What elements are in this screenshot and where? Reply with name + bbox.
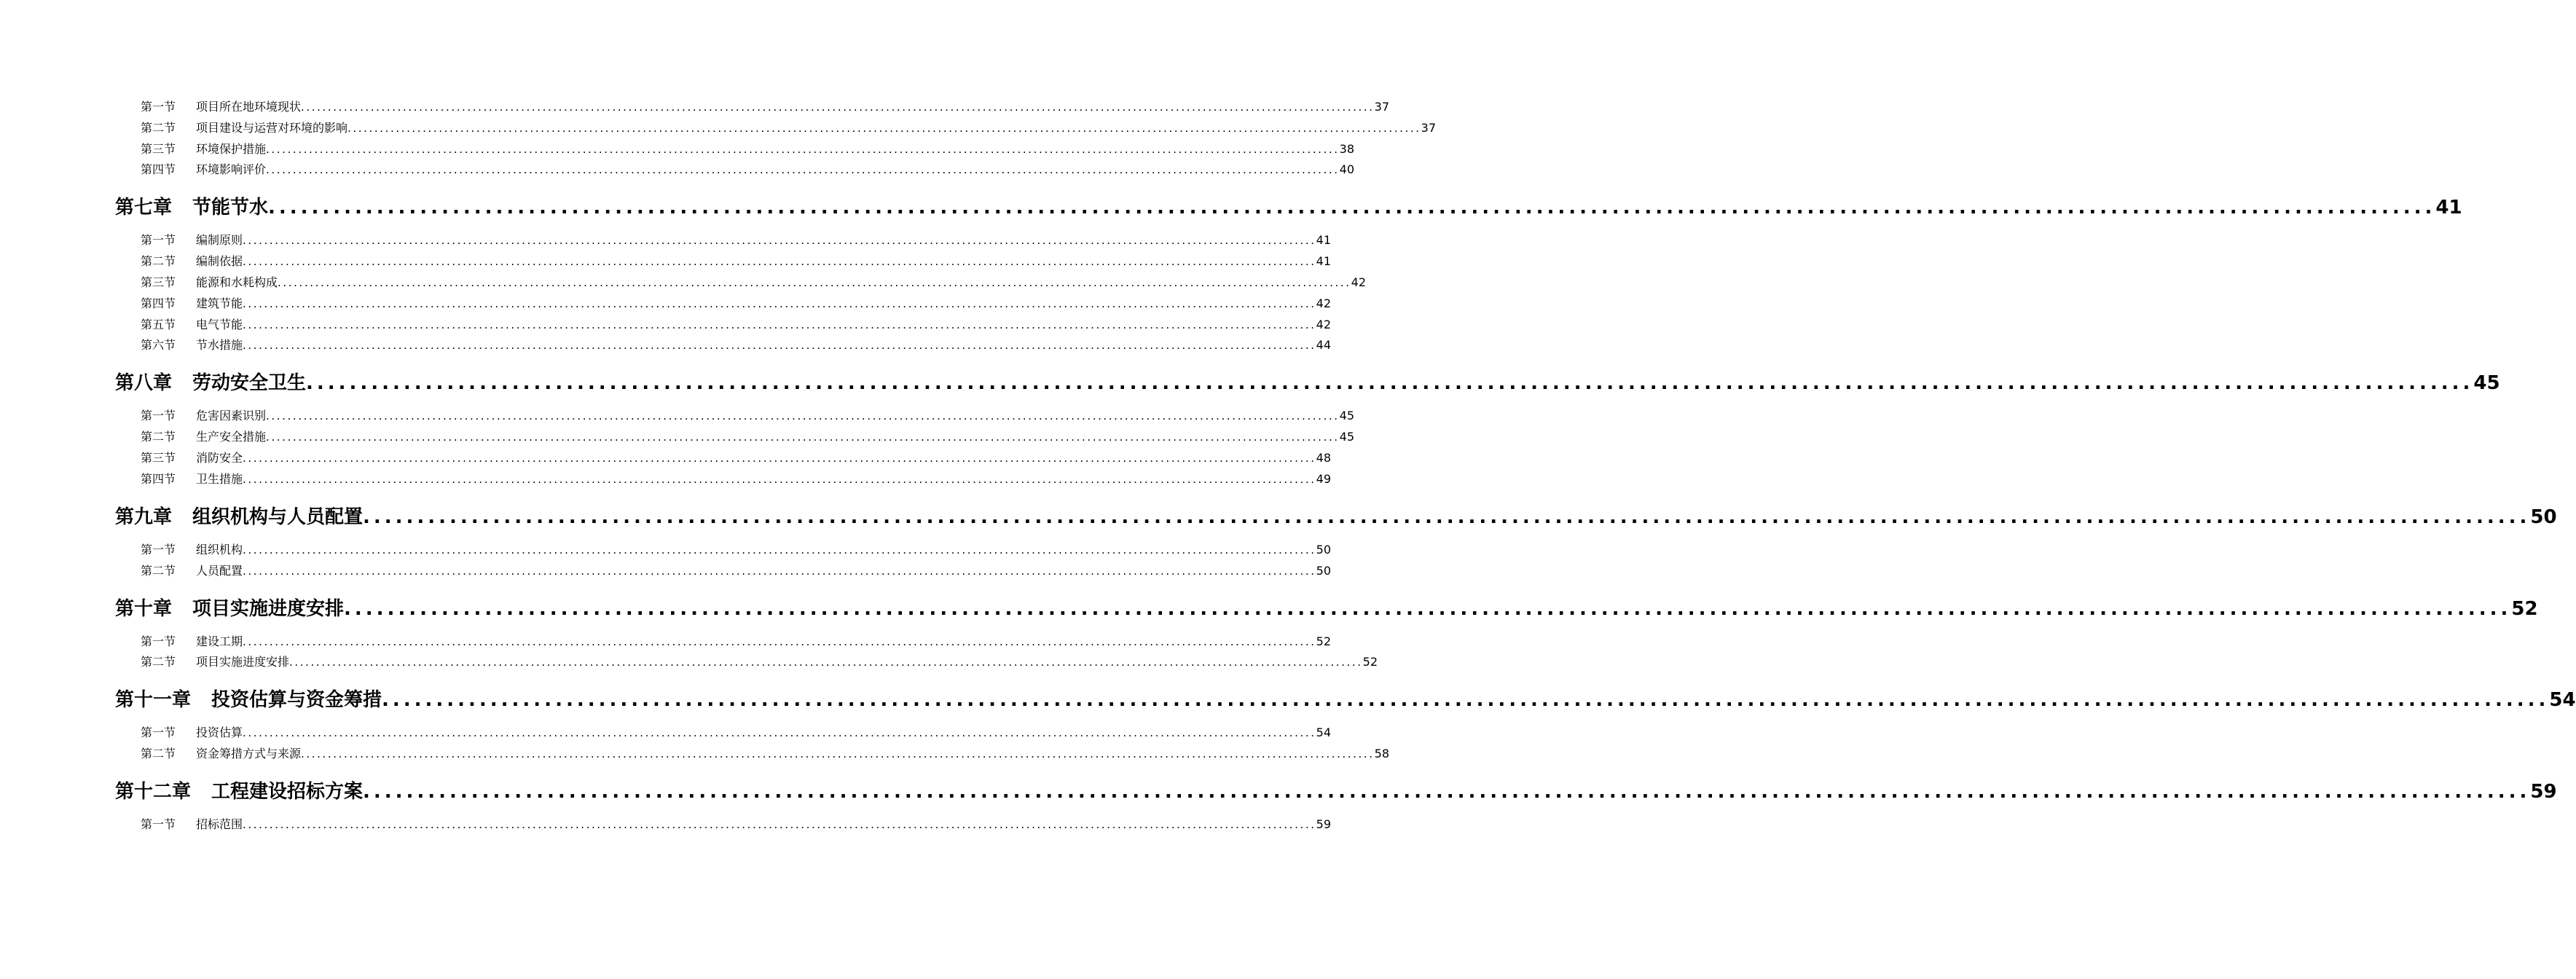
- toc-section-entry[interactable]: [141, 406, 1354, 423]
- toc-entry-number: 第四节: [141, 471, 176, 486]
- toc-dot-leader: ........................................................................................................................................................................................................: [347, 121, 1421, 135]
- toc-dot-leader: ........................................................................................................................................................................................................: [243, 634, 1316, 648]
- toc-entry-title: 组织机构: [196, 542, 243, 557]
- toc-entry-number: 第一节: [141, 634, 176, 648]
- toc-entry-title: 人员配置: [196, 563, 243, 578]
- toc-entry-title: 环境影响评价: [196, 162, 267, 177]
- toc-dot-leader: ........................................................................................................................................................................................................: [268, 197, 2436, 219]
- toc-entry-number: 第十一章: [115, 689, 192, 712]
- toc-dot-leader: ........................................................................................................................................................................................................: [243, 472, 1316, 486]
- toc-page-number: 54: [1316, 726, 1331, 740]
- toc-dot-leader: ........................................................................................................................................................................................................: [278, 276, 1351, 289]
- toc-dot-leader: ........................................................................................................................................................................................................: [301, 747, 1375, 761]
- toc-page-number: 50: [2530, 506, 2557, 528]
- toc-entry-number: 第二节: [141, 120, 176, 135]
- toc-dot-leader: ........................................................................................................................................................................................................: [382, 689, 2550, 712]
- toc-page-number: 49: [1316, 471, 1331, 486]
- toc-section-entry[interactable]: [141, 273, 1366, 290]
- toc-page-number: 44: [1316, 338, 1331, 353]
- toc-entry-number: 第二节: [141, 254, 176, 269]
- toc-dot-leader: ........................................................................................................................................................................................................: [243, 726, 1316, 740]
- toc-dot-leader: ........................................................................................................................................................................................................: [306, 372, 2474, 395]
- toc-entry-number: 第九章: [115, 506, 173, 528]
- toc-section-entry[interactable]: [141, 160, 1354, 177]
- toc-section-entry[interactable]: [141, 744, 1389, 761]
- toc-page-number: 41: [1316, 233, 1331, 248]
- toc-dot-leader: ........................................................................................................................................................................................................: [243, 318, 1316, 331]
- toc-section-entry[interactable]: [141, 562, 1331, 578]
- toc-page-number: 37: [1421, 120, 1436, 135]
- toc-section-entry[interactable]: [141, 632, 1331, 649]
- toc-entry-number: 第一节: [141, 542, 176, 557]
- toc-entry-title: 环境保护措施: [196, 141, 267, 156]
- toc-dot-leader: ........................................................................................................................................................................................................: [266, 163, 1340, 177]
- toc-dot-leader: ........................................................................................................................................................................................................: [289, 656, 1363, 669]
- toc-page-number: 37: [1374, 100, 1389, 114]
- toc-entry-number: 第三节: [141, 141, 176, 156]
- toc-page-number: 50: [1316, 542, 1331, 557]
- toc-entry-number: 第二节: [141, 655, 176, 669]
- toc-page-number: 52: [1362, 655, 1378, 669]
- toc-entry-title: 电气节能: [196, 317, 243, 331]
- toc-section-entry[interactable]: [141, 723, 1331, 740]
- toc-chapter-entry[interactable]: [115, 594, 2538, 621]
- toc-dot-leader: ........................................................................................................................................................................................................: [363, 781, 2531, 803]
- toc-page-number: 45: [1339, 409, 1354, 423]
- toc-entry-number: 第四节: [141, 162, 176, 177]
- toc-entry-title: 劳动安全卫生: [192, 372, 307, 395]
- toc-chapter-entry[interactable]: [115, 685, 2576, 712]
- toc-dot-leader: ........................................................................................................................................................................................................: [243, 564, 1316, 578]
- toc-entry-title: 项目建设与运营对环境的影响: [196, 120, 348, 135]
- toc-dot-leader: ........................................................................................................................................................................................................: [243, 339, 1316, 353]
- toc-section-entry[interactable]: [141, 140, 1354, 157]
- toc-entry-number: 第二节: [141, 563, 176, 578]
- toc-dot-leader: ........................................................................................................................................................................................................: [243, 818, 1316, 832]
- toc-entry-number: 第三节: [141, 275, 176, 289]
- toc-page-number: 41: [1316, 254, 1331, 269]
- toc-dot-leader: ........................................................................................................................................................................................................: [301, 101, 1375, 114]
- toc-chapter-entry[interactable]: [115, 192, 2462, 219]
- toc-entry-title: 项目实施进度安排: [196, 655, 290, 669]
- toc-page-number: 52: [1316, 634, 1331, 648]
- toc-entry-title: 生产安全措施: [196, 430, 267, 444]
- toc-dot-leader: ........................................................................................................................................................................................................: [243, 296, 1316, 310]
- toc-section-entry[interactable]: [141, 428, 1354, 444]
- toc-section-entry[interactable]: [141, 470, 1331, 487]
- toc-section-entry[interactable]: [141, 336, 1331, 353]
- toc-entry-title: 编制依据: [196, 254, 243, 269]
- toc-entry-number: 第十章: [115, 597, 173, 620]
- toc-entry-number: 第一节: [141, 726, 176, 740]
- toc-page-number: 41: [2435, 197, 2462, 219]
- toc-section-entry[interactable]: [141, 449, 1331, 465]
- toc-entry-number: 第三节: [141, 451, 176, 465]
- toc-entry-number: 第十二章: [115, 781, 192, 803]
- toc-section-entry[interactable]: [141, 294, 1331, 311]
- toc-dot-leader: ........................................................................................................................................................................................................: [243, 255, 1316, 269]
- toc-chapter-entry[interactable]: [115, 368, 2500, 395]
- toc-entry-number: 第四节: [141, 296, 176, 310]
- toc-page-number: 45: [2473, 372, 2500, 395]
- toc-chapter-entry[interactable]: [115, 776, 2557, 803]
- toc-page-number: 48: [1316, 451, 1331, 465]
- toc-entry-number: 第一节: [141, 233, 176, 248]
- toc-section-entry[interactable]: [141, 119, 1436, 135]
- toc-entry-title: 卫生措施: [196, 471, 243, 486]
- toc-entry-number: 第一节: [141, 100, 176, 114]
- toc-entry-title: 招标范围: [196, 817, 243, 832]
- toc-section-entry[interactable]: [141, 98, 1389, 114]
- toc-page-number: 45: [1339, 430, 1354, 444]
- toc-section-entry[interactable]: [141, 315, 1331, 332]
- toc-dot-leader: ........................................................................................................................................................................................................: [266, 430, 1340, 444]
- toc-entry-title: 项目所在地环境现状: [196, 100, 302, 114]
- toc-dot-leader: ........................................................................................................................................................................................................: [266, 142, 1340, 156]
- toc-entry-title: 工程建设招标方案: [211, 781, 364, 803]
- toc-page-number: 42: [1351, 275, 1366, 289]
- toc-page-number: 52: [2511, 597, 2538, 620]
- toc-entry-number: 第二节: [141, 430, 176, 444]
- toc-entry-number: 第八章: [115, 372, 173, 395]
- toc-section-entry[interactable]: [141, 653, 1378, 669]
- toc-entry-title: 组织机构与人员配置: [192, 506, 364, 528]
- toc-page-number: 59: [2530, 781, 2557, 803]
- toc-page-number: 59: [1316, 817, 1331, 832]
- toc-entry-number: 第七章: [115, 197, 173, 219]
- toc-entry-title: 建设工期: [196, 634, 243, 648]
- toc-entry-title: 节能节水: [192, 197, 269, 219]
- toc-entry-title: 资金筹措方式与来源: [196, 747, 302, 761]
- toc-section-entry[interactable]: [141, 252, 1331, 269]
- toc-entry-number: 第六节: [141, 338, 176, 353]
- toc-entry-title: 节水措施: [196, 338, 243, 353]
- toc-dot-leader: ........................................................................................................................................................................................................: [243, 452, 1316, 465]
- toc-dot-leader: ........................................................................................................................................................................................................: [243, 234, 1316, 248]
- toc-entry-title: 投资估算与资金筹措: [211, 689, 382, 712]
- toc-dot-leader: ........................................................................................................................................................................................................: [344, 597, 2512, 620]
- toc-page-number: 38: [1339, 141, 1354, 156]
- toc-entry-title: 危害因素识别: [196, 409, 267, 423]
- toc-section-entry[interactable]: [141, 540, 1331, 557]
- toc-page-number: 42: [1316, 317, 1331, 331]
- toc-page-number: 42: [1316, 296, 1331, 310]
- toc-page-number: 50: [1316, 563, 1331, 578]
- toc-chapter-entry[interactable]: [115, 502, 2557, 529]
- toc-entry-title: 消防安全: [196, 451, 243, 465]
- toc-entry-title: 能源和水耗构成: [196, 275, 278, 289]
- toc-entry-title: 项目实施进度安排: [192, 597, 345, 620]
- toc-entry-number: 第一节: [141, 409, 176, 423]
- toc-section-entry[interactable]: [141, 815, 1331, 832]
- toc-page-number: 54: [2549, 689, 2576, 712]
- toc-section-entry[interactable]: [141, 231, 1331, 248]
- toc-entry-title: 建筑节能: [196, 296, 243, 310]
- toc-entry-number: 第一节: [141, 817, 176, 832]
- toc-page-number: 40: [1339, 162, 1354, 177]
- toc-entry-title: 投资估算: [196, 726, 243, 740]
- toc-dot-leader: ........................................................................................................................................................................................................: [363, 506, 2531, 528]
- toc-entry-number: 第二节: [141, 747, 176, 761]
- toc-page-number: 58: [1374, 747, 1389, 761]
- toc-dot-leader: ........................................................................................................................................................................................................: [243, 543, 1316, 557]
- toc-entry-title: 编制原则: [196, 233, 243, 248]
- toc-entry-number: 第五节: [141, 317, 176, 331]
- toc-dot-leader: ........................................................................................................................................................................................................: [266, 409, 1340, 423]
